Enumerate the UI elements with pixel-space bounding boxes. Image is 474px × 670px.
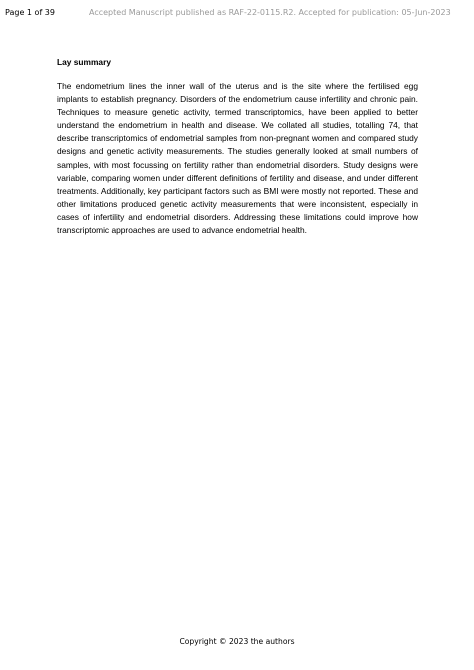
section-heading: Lay summary	[57, 57, 111, 67]
lay-summary-section	[57, 57, 418, 237]
manuscript-header-note: Accepted Manuscript published as RAF-22-0115.R2. Accepted for publication: 05-Jun-2023	[89, 8, 451, 17]
copyright-footer: Copyright © 2023 the authors	[179, 637, 295, 646]
page-number: Page 1 of 39	[5, 8, 55, 17]
lay-summary-paragraph: The endometrium lines the inner wall of the uterus and is the site where the fertilised egg implants to establish pregnancy. Disorders of the endometrium cause infertility and chronic pain. Techniques to measure genetic activity, termed transcriptomics, have been applied to better understand the endometrium in health and disease. We collated all studies, totalling 74, that describe transcriptomics of endometrial samples from non-pregnant women and compared study designs and genetic activity measurements. The studies generally looked at small numbers of samples, with most focussing on fertility rather than endometrial disorders. Study designs were variable, comparing women under different definitions of fertility and disease, and under different treatments. Additionally, key participant factors such as BMI were mostly not reported. These and other limitations produced genetic activity measurements that were inconsistent, especially in cases of infertility and endometrial disorders. Addressing these limitations could improve how transcriptomic approaches are used to advance endometrial health.	[57, 81, 418, 236]
